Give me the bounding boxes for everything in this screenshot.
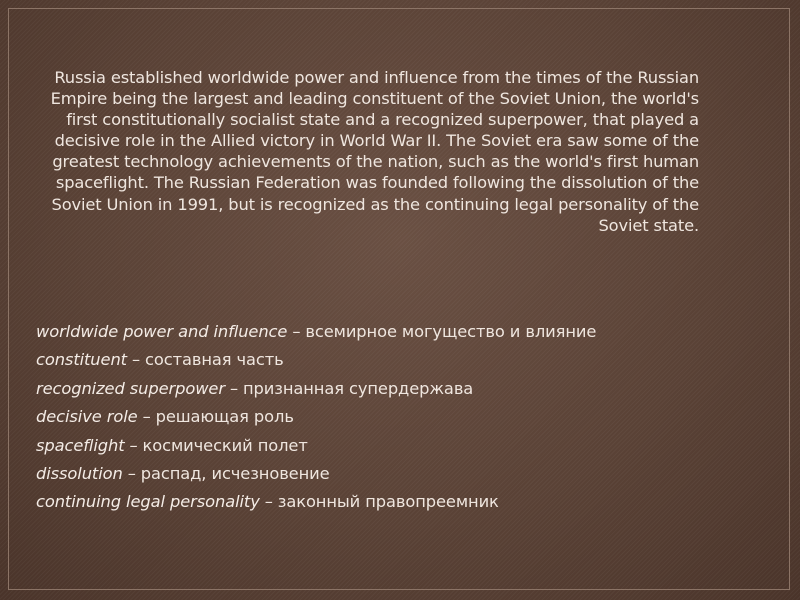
glossary-separator: – [292, 322, 301, 341]
glossary-item [36, 432, 776, 460]
glossary-translation: признанная супердержава [243, 378, 474, 398]
glossary-translation: решающая роль [155, 407, 294, 427]
glossary-separator: – [142, 407, 151, 427]
glossary-separator: – [127, 464, 136, 484]
glossary-term: worldwide power and influence [36, 322, 288, 341]
glossary-item [36, 403, 776, 431]
glossary-translation: составная часть [145, 350, 284, 370]
glossary-item [36, 460, 776, 488]
glossary-item [36, 488, 776, 516]
glossary-item [36, 346, 776, 374]
glossary-term: continuing legal personality [36, 492, 260, 512]
glossary-item [36, 318, 776, 346]
glossary-separator: – [229, 378, 238, 398]
body-paragraph: Russia established worldwide power and influence from the times of the Russian Empire being the largest and leading constituent of the Soviet Union, the world's first constitutionally socialist state and a recognized superpower, that played a decisive role in the Allied victory in World War II. The Soviet era saw some of the greatest technology achievements of the nation, such as the world's first human spaceflight. The Russian Federation was founded following the dissolution of the Soviet Union in 1991, but is recognized as the continuing legal personality of the Soviet state. [50, 68, 699, 235]
glossary-translation: распад, исчезновение [140, 464, 330, 484]
glossary-separator: – [129, 435, 138, 455]
glossary-term: recognized superpower [36, 378, 225, 398]
glossary-list [36, 318, 776, 517]
glossary-translation: космический полет [142, 435, 308, 455]
glossary-term: dissolution [36, 464, 123, 484]
glossary-term: constituent [36, 350, 127, 370]
glossary-term: spaceflight [36, 435, 125, 455]
glossary-separator: – [131, 350, 140, 370]
glossary-translation: законный правопреемник [277, 492, 499, 512]
glossary-translation: всемирное могущество и влияние [305, 322, 597, 341]
glossary-term: decisive role [36, 407, 138, 427]
glossary-separator: – [264, 492, 273, 512]
glossary-item [36, 375, 776, 403]
